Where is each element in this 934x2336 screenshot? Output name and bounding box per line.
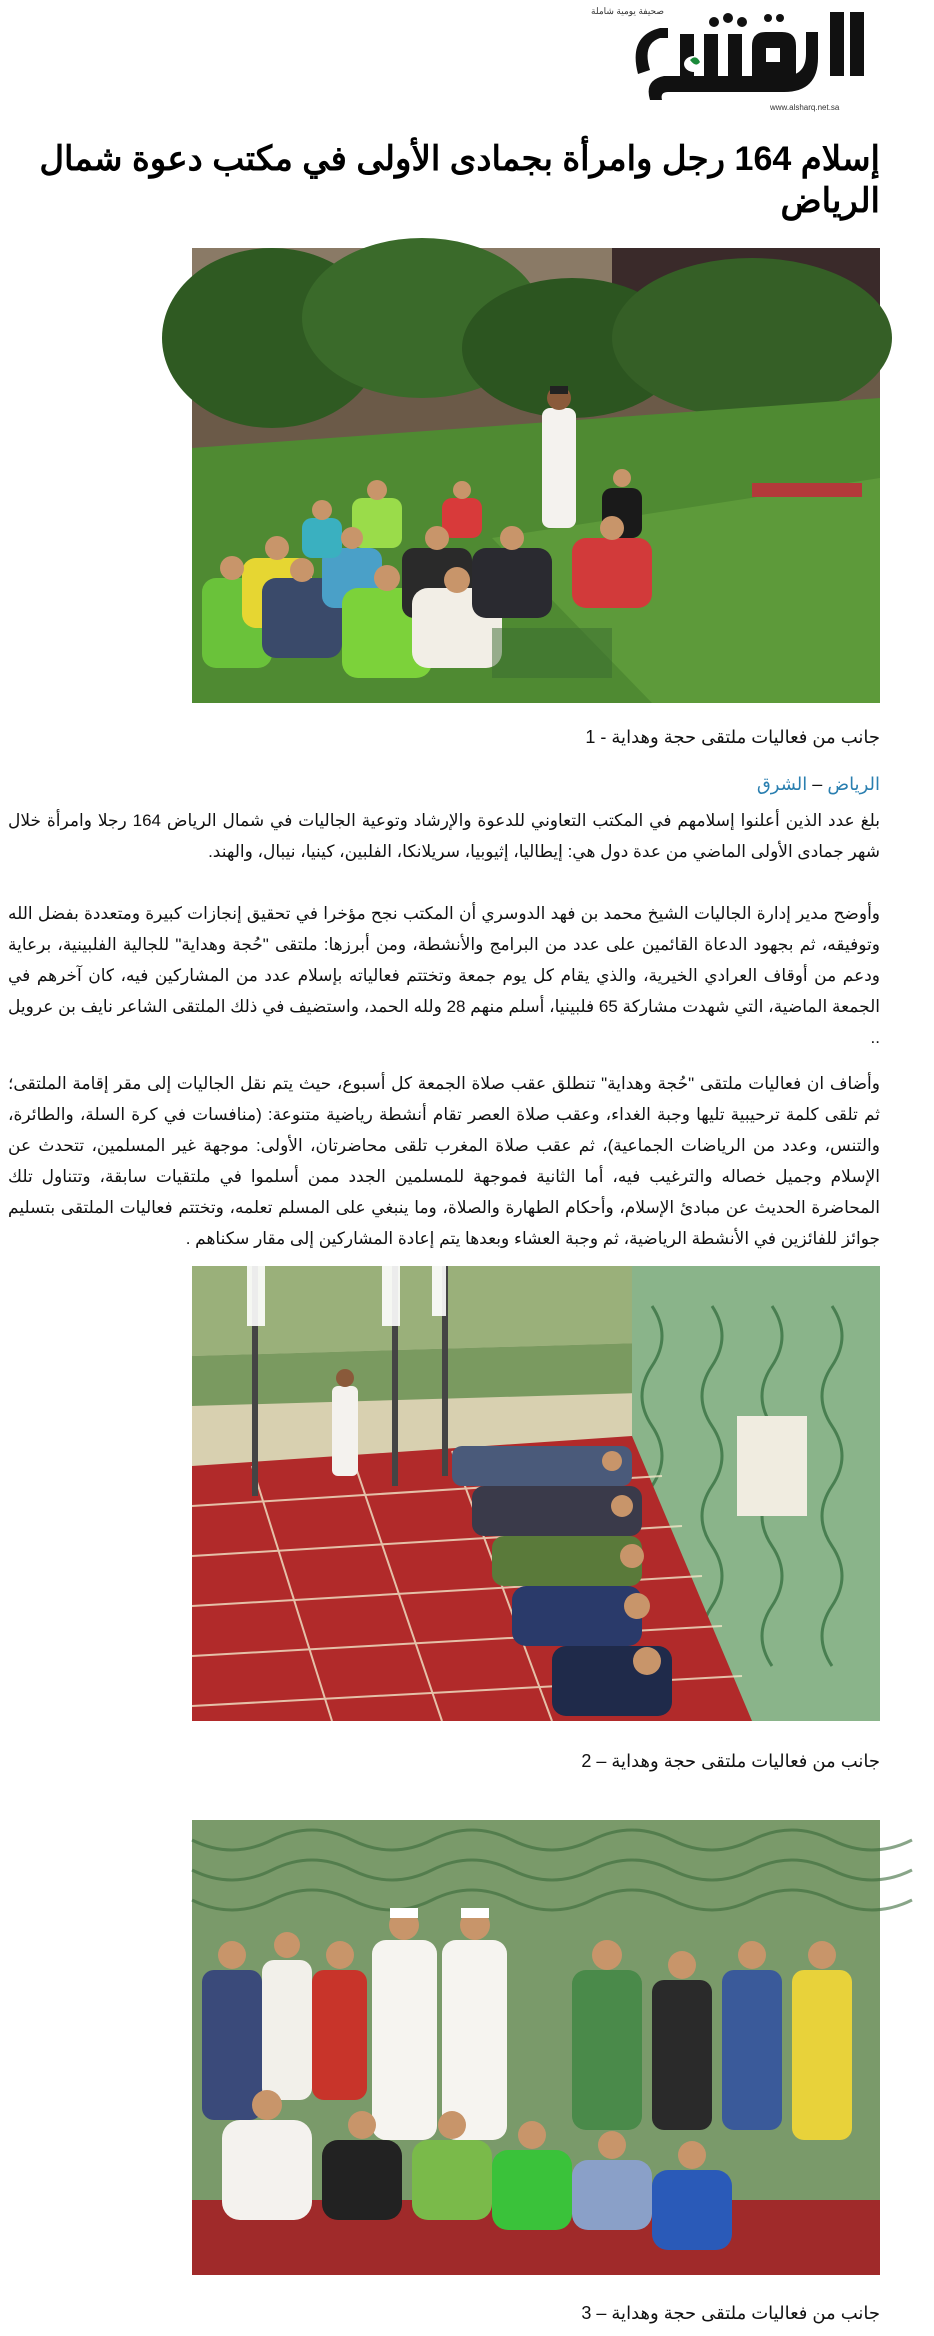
alsharq-logo-icon [591, 4, 882, 114]
photo-caption-2: جانب من فعاليات ملتقى حجة وهداية – 2 [581, 1751, 880, 1771]
byline-dash: – [812, 774, 823, 794]
photo-caption-1: جانب من فعاليات ملتقى حجة وهداية - 1 [585, 727, 880, 747]
article-headline: إسلام 164 رجل وامرأة بجمادى الأولى في مكتب دعوة شمال الرياض [39, 140, 880, 220]
group-photo-image [192, 1820, 880, 2275]
article-photo-2[interactable] [192, 1266, 880, 1721]
byline-city[interactable]: الرياض [827, 774, 880, 794]
article-photo-3[interactable] [192, 1820, 880, 2275]
article-paragraph-1: بلغ عدد الذين أعلنوا إسلامهم في المكتب التعاوني للدعوة والإرشاد وتوعية الجاليات في شمال الرياض 164 رجلا وامرأة خلال شهر جمادى الأولى الماضي من عدة دول هي: إيطاليا، إثيوبيا، سريلانكا، الفلبين، كينيا، نيبال، والهند. [8, 811, 880, 861]
article-paragraph-3: وأضاف ان فعاليات ملتقى "حُجة وهداية" تنطلق عقب صلاة الجمعة كل أسبوع، حيث يتم نقل الجاليات إلى مقر إقامة الملتقى؛ ثم تلقى كلمة ترحيبية تليها وجبة الغداء، وعقب صلاة العصر تقام أنشطة رياضية متنوعة: (منافسات في كرة السلة، والطائرة، والتنس، وعدد من الرياضات الجماعية)، ثم عقب صلاة المغرب تلقى محاضرتان، الأولى: موجهة غير المسلمين، تتحدث عن الإسلام وجميل خصاله والترغيب فيه، أما الثانية فموجهة للمسلمين الجدد ممن أسلموا في ملتقيات سابقة، وتتناول تلك المحاضرة الحديث عن مبادئ الإسلام، وأحكام الطهارة والصلاة، وما ينبغي على المسلم تعلمه، وتختتم فعاليات الملتقى بتسليم جوائز للفائزين في الأنشطة الرياضية، ثم وجبة العشاء وبعدها يتم إعادة المشاركين إلى مقار سكناهم . [8, 1074, 880, 1248]
logo-tagline: صحيفة يومية شاملة [591, 6, 664, 16]
photo-caption-3: جانب من فعاليات ملتقى حجة وهداية – 3 [581, 2303, 880, 2323]
article-byline [757, 774, 880, 795]
alsharq-logo[interactable] [591, 4, 882, 114]
article-photo-1[interactable] [192, 248, 880, 703]
outdoor-gathering-image [192, 248, 880, 703]
byline-source[interactable]: الشرق [756, 774, 808, 794]
article-paragraph-2: وأوضح مدير إدارة الجاليات الشيخ محمد بن فهد الدوسري أن المكتب نجح مؤخرا في تحقيق إنجازات كبيرة ومتعددة بفضل الله وتوفيقه، ثم بجهود الدعاة القائمين على عدد من البرامج والأنشطة، ومن أبرزها: ملتقى "حُجة وهداية" للجالية الفلبينية، برعاية ودعم من أوقاف العرادي الخيرية، والذي يقام كل يوم جمعة وتختتم فعالياته بإسلام عدد من المشاركين فيه، كان آخرهم في الجمعة الماضية، التي شهدت مشاركة 65 فلبينيا، أسلم منهم 28 ولله الحمد، واستضيف في ذلك الملتقى الشاعر نايف بن عرويل .. [8, 904, 880, 1047]
logo-url: www.alsharq.net.sa [770, 103, 840, 112]
tent-interior-image [192, 1266, 880, 1721]
